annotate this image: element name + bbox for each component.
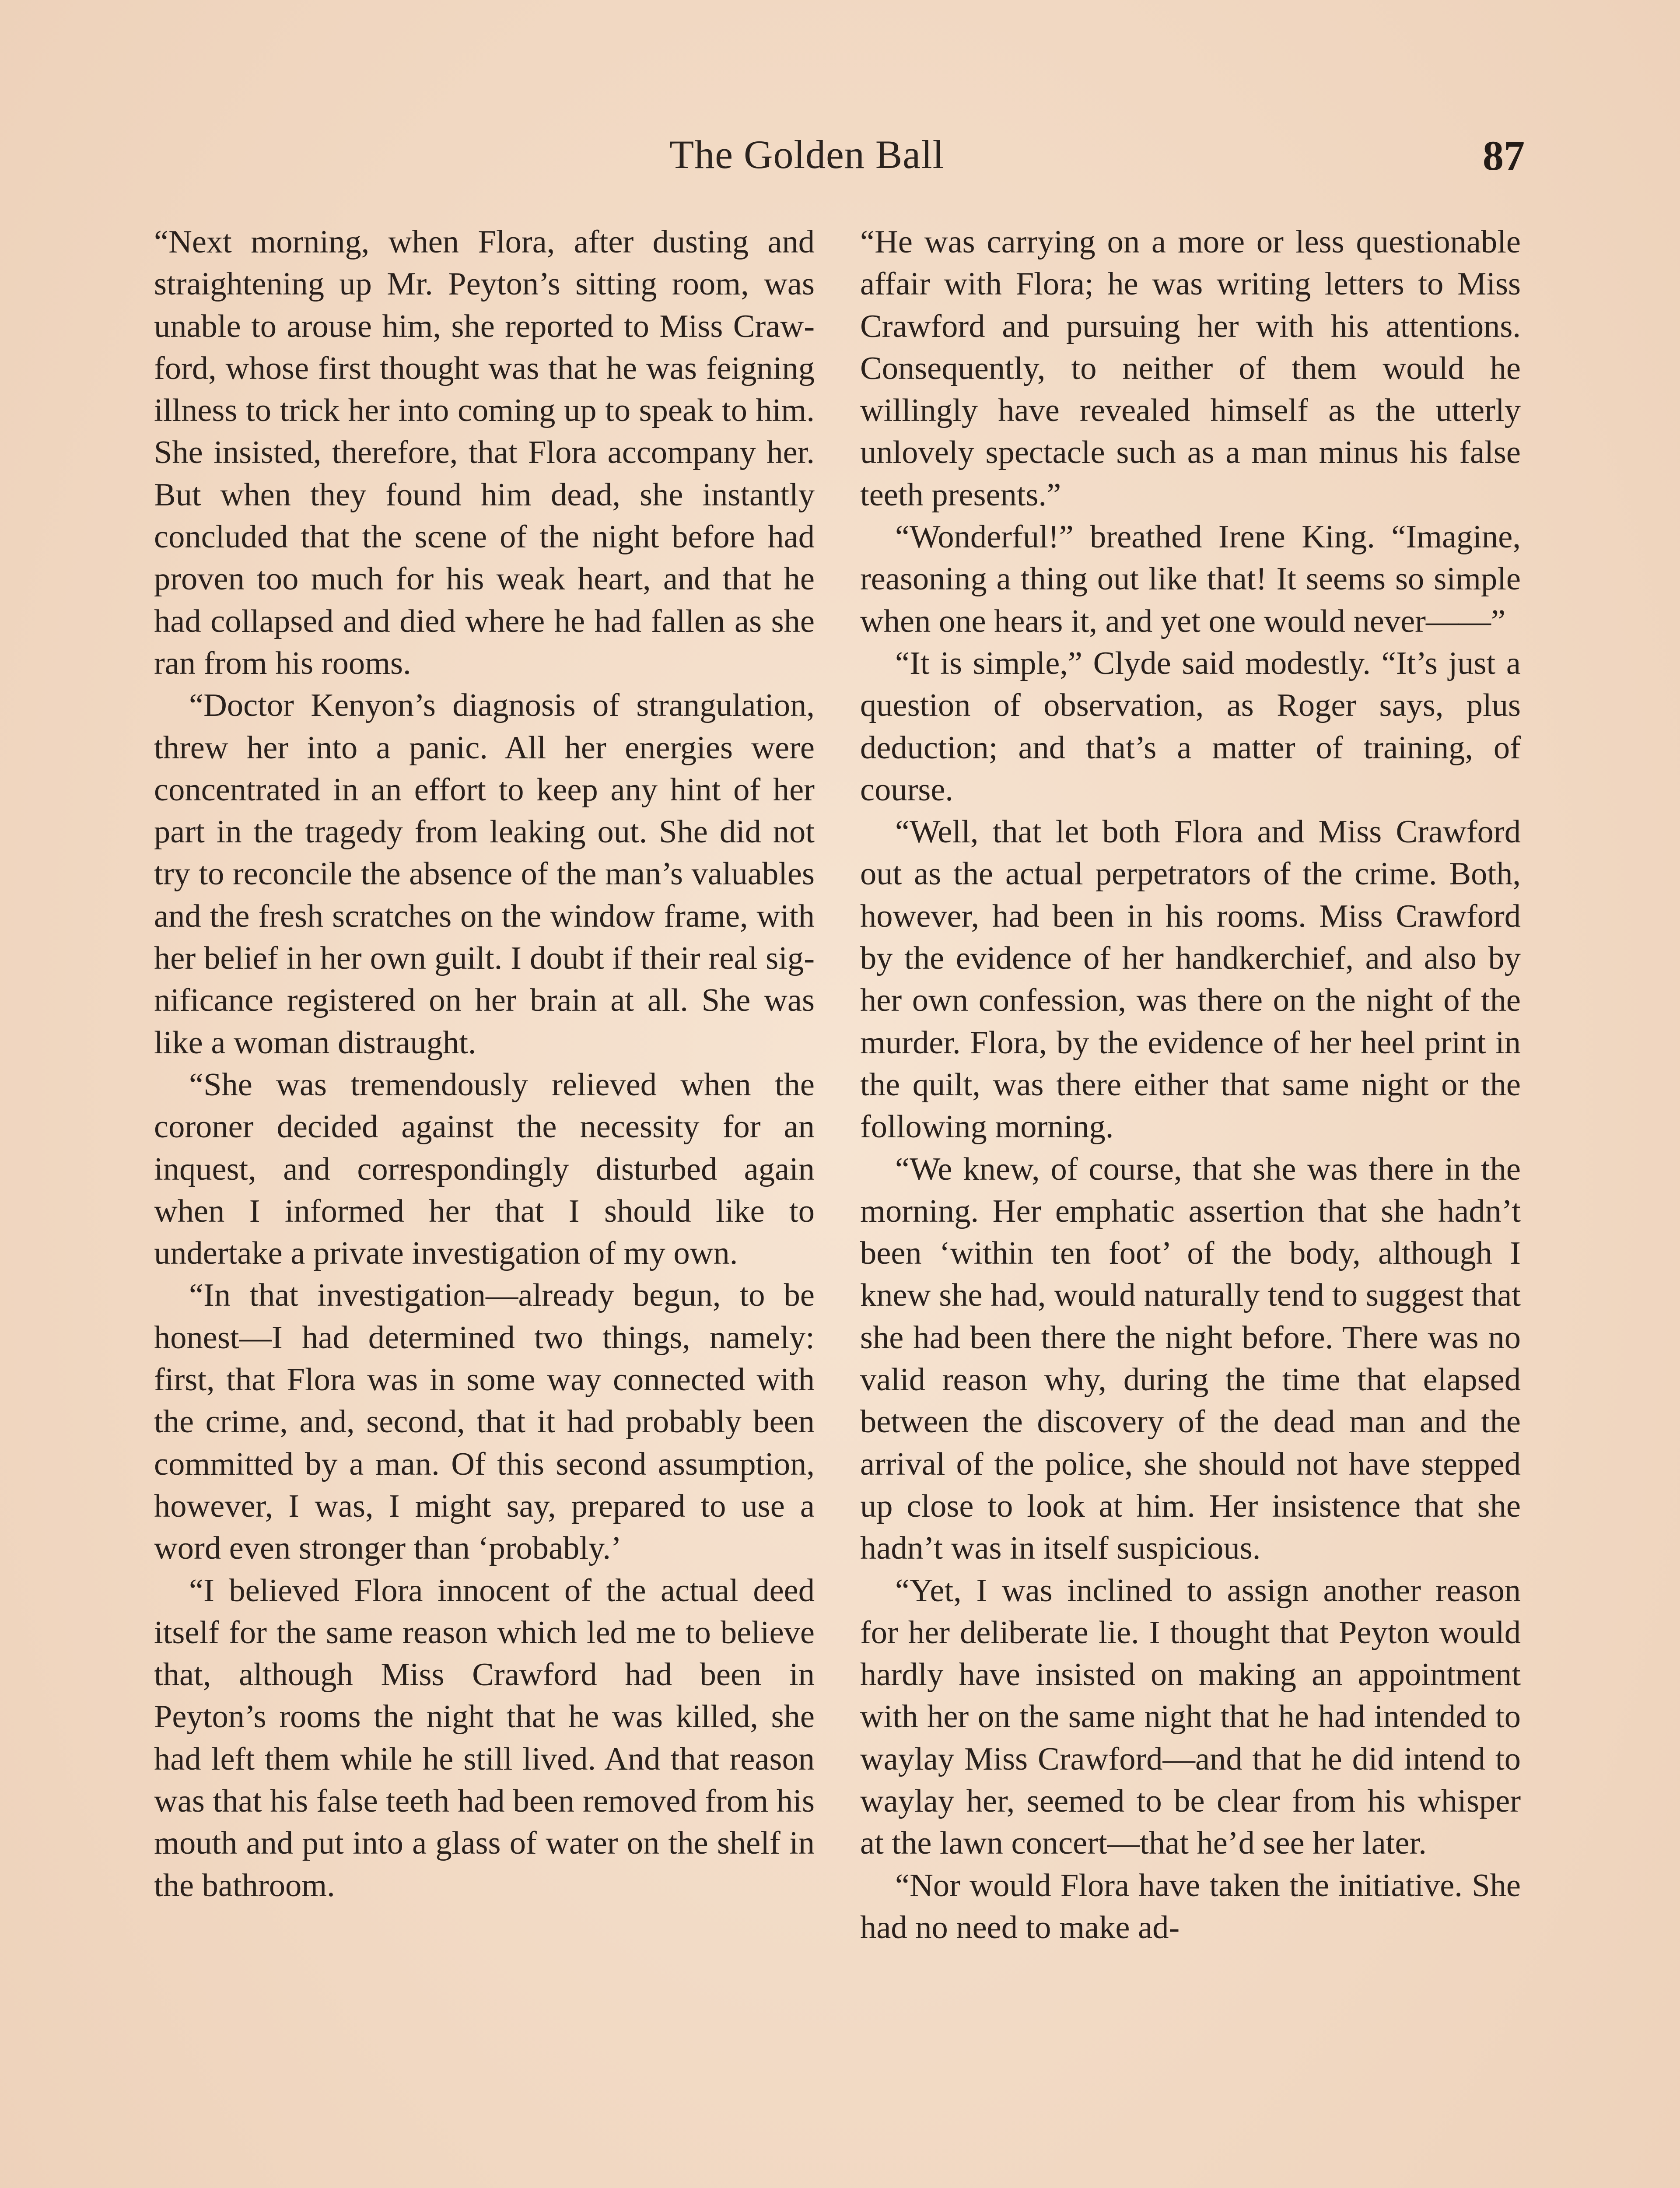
paragraph: “In that investigation—already begun, to be honest—I had determined two things, namely: first, that Flora was in some way connected with the crime, and, second, that it had probably been committed by a man. Of this second assumption, however, I was, I might say, prepared to use a word even stronger than ‘probably.’ [154,1277,815,1567]
paragraph: “It is simple,” Clyde said modestly. “It’s just a question of observation, as Roger says, plus deduction; and that’s a matter of training, of course. [860,645,1521,808]
running-title: The Golden Ball [669,132,945,177]
paragraph: “Nor would Flora have taken the initiative. She had no need to make ad- [860,1867,1521,1946]
paragraph: “Well, that let both Flora and Miss Crawford out as the actual perpetrators of the crime. Both, however, had been in his rooms. Miss Crawford by the evidence of her handkerchief, and also by her own confession, was there on the night of the murder. Flora, by the evidence of her heel print in the quilt, was there either that same night or the following morning. [860,814,1521,1145]
paragraph: “He was carrying on a more or less questionable affair with Flora; he was writing letters to Miss Crawford and pursuing her with his attentions. Consequently, to neither of them would he willingly have revealed himself as the utterly unlovely spectacle such as a man minus his false teeth presents.” [860,224,1521,513]
paragraph: “Wonderful!” breathed Irene King. “Imagine, reasoning a thing out like that! It seems so simple when one hears it, and yet one would never——” [860,519,1521,639]
left-column [154,221,815,1907]
page-number: 87 [1483,132,1525,179]
paragraph: “We knew, of course, that she was there in the morning. Her emphatic assertion that she hadn’t been ‘within ten foot’ of the body, although I knew she had, would naturally tend to suggest that she had been there the night before. There was no valid reason why, during the time that elapsed between the discovery of the dead man and the arrival of the police, she should not have stepped up close to look at him. Her insistence that she hadn’t was in itself suspicious. [860,1151,1521,1567]
paragraph: “Doctor Kenyon’s diagnosis of strangulation, threw her into a panic. All her energies were concentrated in an effort to keep any hint of her part in the tragedy from leaking out. She did not try to reconcile the absence of the man’s valuables and the fresh scratches on the window frame, with her belief in her own guilt. I doubt if their real significance registered on her brain at all. She was like a woman distraught. [154,687,815,1061]
paragraph: “I believed Flora innocent of the actual deed itself for the same reason which led me to believe that, although Miss Crawford had been in Peyton’s rooms the night that he was killed, she had left them while he still lived. And that reason was that his false teeth had been removed from his mouth and put into a glass of water on the shelf in the bathroom. [154,1572,815,1904]
paragraph: “Next morning, when Flora, after dusting and straightening up Mr. Peyton’s sitting room, was unable to arouse him, she reported to Miss Crawford, whose first thought was that he was feigning illness to trick her into coming up to speak to him. She insisted, therefore, that Flora accompany her. But when they found him dead, she instantly concluded that the scene of the night before had proven too much for his weak heart, and that he had collapsed and died where he had fallen as she ran from his rooms. [154,224,815,681]
paragraph: “Yet, I was inclined to assign another reason for her deliberate lie. I thought that Peyton would hardly have insisted on making an appointment with her on the same night that he had intended to waylay Miss Crawford—and that he did intend to waylay her, seemed to be clear from his whisper at the lawn concert—that he’d see her later. [860,1572,1521,1862]
right-column [860,221,1521,1949]
running-header [0,131,1680,188]
paragraph: “She was tremendously relieved when the coroner decided against the necessity for an inquest, and correspondingly disturbed again when I informed her that I should like to undertake a private investigation of my own. [154,1066,815,1272]
